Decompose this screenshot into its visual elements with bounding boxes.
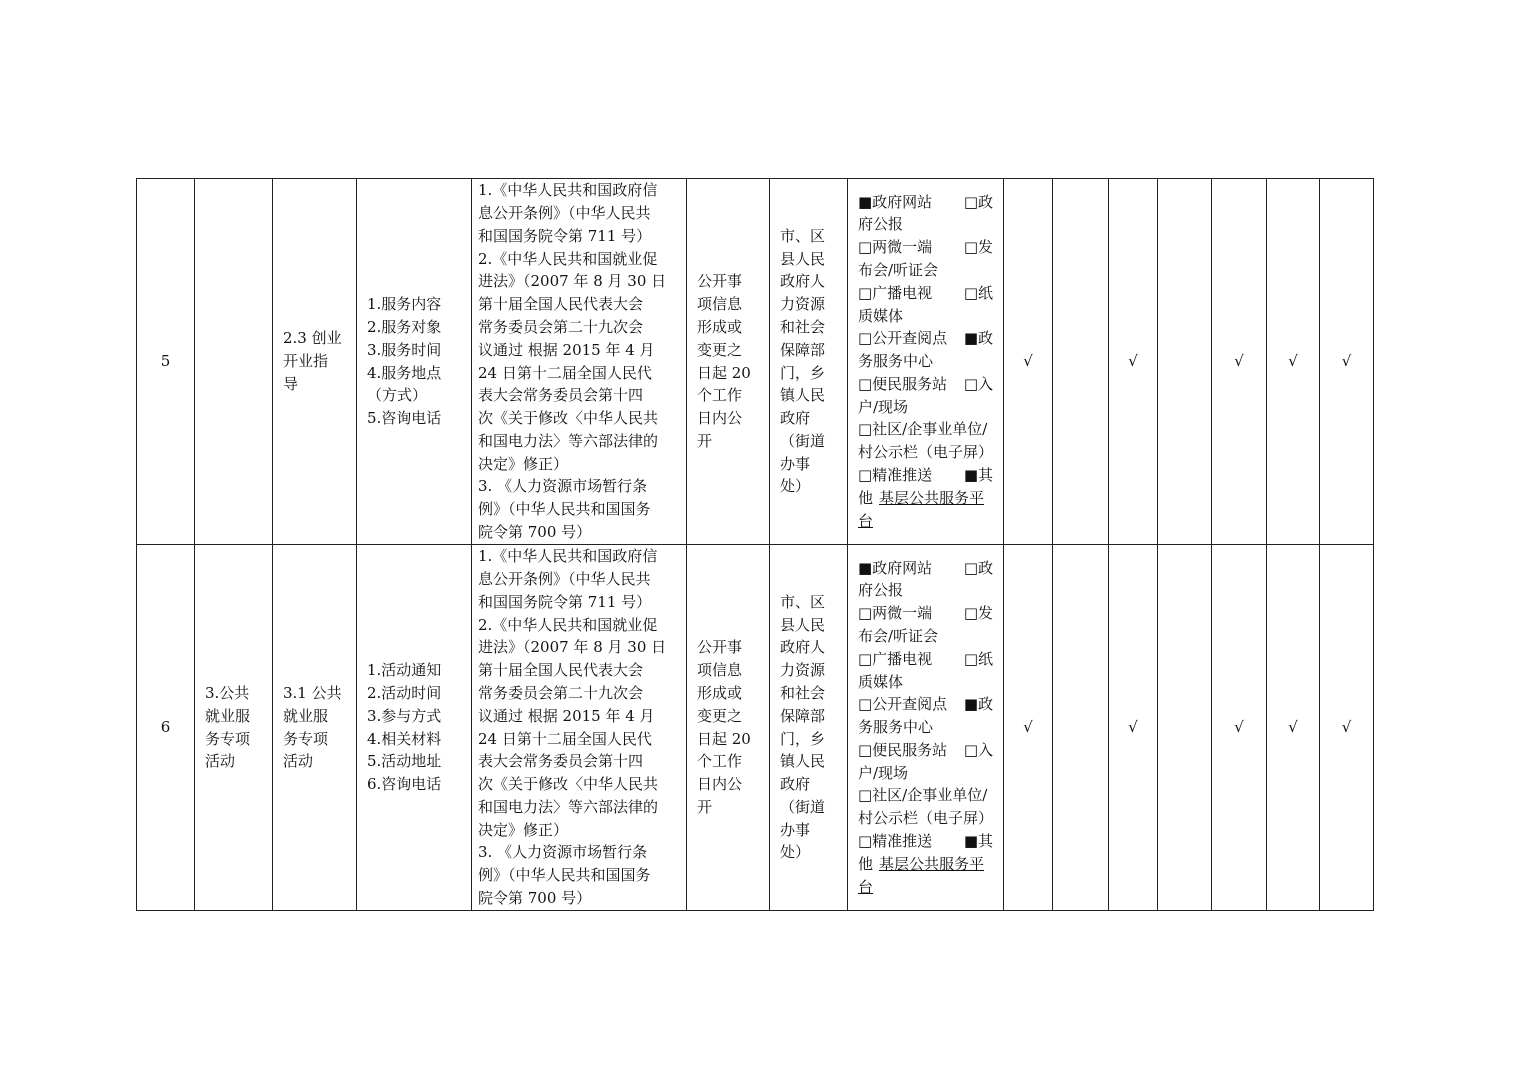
subject-cell-line: 保障部: [780, 706, 826, 725]
channel-option: □精准推送: [858, 466, 933, 485]
basis-cell: [472, 545, 687, 911]
content-cell-line: 1.服务内容: [367, 295, 442, 314]
subject-cell-line: （街道: [780, 797, 826, 816]
basis-cell-line: 2.《中华人民共和国就业促: [478, 615, 658, 634]
channel-line: [858, 648, 993, 671]
category-cell: [195, 545, 273, 911]
row-number: 5: [137, 179, 195, 545]
basis-cell-line: 议通过 根据 2015 年 4 月: [478, 706, 655, 725]
channel-option: □精准推送: [858, 832, 933, 851]
subject-cell-line: 政府: [780, 775, 811, 794]
category-cell-line: 3.公共: [205, 683, 250, 702]
basis-cell-line: 常务委员会第二十九次会: [478, 683, 644, 702]
channel-option: 布会/听证会: [858, 260, 939, 279]
table-row: [137, 545, 1374, 911]
basis-cell-line: 24 日第十二届全国人民代: [478, 363, 652, 382]
channel-option: □两微一端: [858, 238, 933, 257]
category-cell-line: 就业服: [205, 706, 251, 725]
subject-cell-line: 办事: [780, 820, 811, 839]
channel-option: 质媒体: [858, 672, 904, 691]
subcategory-cell: [273, 545, 357, 911]
subject-cell-line: 办事: [780, 454, 811, 473]
channel-option: 户/现场: [858, 397, 909, 416]
channel-option: 村公示栏（电子屏）: [858, 809, 994, 828]
channel-other-prefix: 他: [858, 854, 874, 873]
mark-cell: √: [1004, 545, 1053, 911]
subcategory-cell-line: 就业服: [283, 706, 329, 725]
mark-cell: √: [1212, 545, 1267, 911]
channel-line: [858, 213, 993, 236]
channel-option-alt: □政: [963, 558, 993, 577]
channel-line: [858, 830, 993, 853]
channel-line: [858, 716, 993, 739]
basis-cell-line: 议通过 根据 2015 年 4 月: [478, 340, 655, 359]
channel-other-value-cont: 台: [858, 877, 874, 896]
mark-cell: √: [1212, 179, 1267, 545]
channel-option-alt: ■其: [963, 466, 993, 485]
basis-cell-line: 次《关于修改〈中华人民共: [478, 409, 659, 428]
channel-option-alt: ■政: [963, 695, 993, 714]
subject-cell-line: 处）: [780, 843, 811, 862]
basis-cell-line: 表大会常务委员会第十四: [478, 386, 644, 405]
channel-option: 布会/听证会: [858, 626, 939, 645]
time-limit-cell-line: 开: [697, 431, 713, 450]
subject-cell-line: 镇人民: [780, 386, 826, 405]
subcategory-cell-line: 导: [283, 374, 299, 393]
channel-line: [858, 418, 993, 441]
channel-line: [858, 350, 993, 373]
subject-cell-line: （街道: [780, 431, 826, 450]
basis-cell-line: 表大会常务委员会第十四: [478, 752, 644, 771]
channel-other-value: 基层公共服务平: [879, 488, 985, 507]
basis-cell-line: 2.《中华人民共和国就业促: [478, 249, 658, 268]
time-limit-cell-line: 个工作: [697, 386, 743, 405]
subject-cell: [770, 545, 848, 911]
content-cell: [357, 545, 472, 911]
channel-other-line: [858, 876, 993, 899]
channel-line: [858, 784, 993, 807]
time-limit-cell-line: 项信息: [697, 295, 743, 314]
channel-other-line: [858, 853, 993, 876]
subject-cell-line: 处）: [780, 477, 811, 496]
disclosure-table: [136, 178, 1374, 911]
channel-option: ■政府网站: [858, 558, 933, 577]
basis-cell-line: 进法》（2007 年 8 月 30 日: [478, 272, 667, 291]
channel-option: □广播电视: [858, 283, 933, 302]
mark-cell: [1158, 545, 1212, 911]
channel-option: □社区/企事业单位/: [858, 420, 988, 439]
channel-line: [858, 739, 993, 762]
basis-cell-line: 1.《中华人民共和国政府信: [478, 547, 658, 566]
subject-cell-line: 力资源: [780, 661, 826, 680]
mark-cell: √: [1267, 545, 1320, 911]
subcategory-cell-line: 务专项: [283, 729, 329, 748]
time-limit-cell-line: 个工作: [697, 752, 743, 771]
channel-line: [858, 693, 993, 716]
category-cell: [195, 179, 273, 545]
basis-cell-line: 次《关于修改〈中华人民共: [478, 775, 659, 794]
channel-option-alt: □政: [963, 192, 993, 211]
channel-option-alt: □纸: [963, 283, 993, 302]
mark-cell: √: [1004, 179, 1053, 545]
channel-line: [858, 625, 993, 648]
content-cell-line: 5.活动地址: [367, 752, 442, 771]
time-limit-cell-line: 公开事: [697, 638, 743, 657]
time-limit-cell-line: 变更之: [697, 706, 743, 725]
basis-cell-line: 第十届全国人民代表大会: [478, 295, 644, 314]
channel-line: [858, 557, 993, 580]
channel-option-alt: □发: [963, 238, 993, 257]
channel-cell: [848, 545, 1004, 911]
table-row: [137, 179, 1374, 545]
basis-cell-line: 息公开条例》（中华人民共: [478, 203, 651, 222]
time-limit-cell-line: 形成或: [697, 317, 743, 336]
channel-option-alt: ■政: [963, 329, 993, 348]
channel-line: [858, 464, 993, 487]
time-limit-cell-line: 日起 20: [697, 729, 751, 748]
channel-option: □社区/企事业单位/: [858, 786, 988, 805]
mark-cell: [1053, 179, 1109, 545]
content-cell-line: 4.服务地点: [367, 363, 442, 382]
subject-cell-line: 和社会: [780, 317, 826, 336]
channel-option: □两微一端: [858, 604, 933, 623]
basis-cell-line: 决定》修正）: [478, 820, 569, 839]
basis-cell-line: 和国国务院令第 711 号）: [478, 226, 652, 245]
subject-cell-line: 县人民: [780, 615, 826, 634]
category-cell-line: 务专项: [205, 729, 251, 748]
channel-other-value: 基层公共服务平: [879, 854, 985, 873]
basis-cell-line: 例》（中华人民共和国国务: [478, 866, 651, 885]
basis-cell-line: 和国电力法〉等六部法律的: [478, 797, 659, 816]
subject-cell-line: 门，乡: [780, 729, 826, 748]
channel-option: □便民服务站: [858, 374, 948, 393]
mark-cell: √: [1320, 179, 1374, 545]
basis-cell-line: 决定》修正）: [478, 454, 569, 473]
time-limit-cell-line: 公开事: [697, 272, 743, 291]
channel-line: [858, 671, 993, 694]
channel-option: 户/现场: [858, 763, 909, 782]
channel-option-alt: □发: [963, 604, 993, 623]
basis-cell-line: 例》（中华人民共和国国务: [478, 500, 651, 519]
channel-option-alt: □入: [963, 374, 993, 393]
basis-cell-line: 院令第 700 号）: [478, 889, 592, 908]
channel-line: [858, 259, 993, 282]
channel-option: ■政府网站: [858, 192, 933, 211]
subject-cell-line: 市、区: [780, 592, 826, 611]
channel-line: [858, 807, 993, 830]
time-limit-cell: [687, 545, 770, 911]
category-cell-line: 活动: [205, 752, 236, 771]
content-cell: [357, 179, 472, 545]
time-limit-cell: [687, 179, 770, 545]
subcategory-cell: [273, 179, 357, 545]
channel-option: 务服务中心: [858, 352, 934, 371]
channel-other-value-cont: 台: [858, 511, 874, 530]
time-limit-cell-line: 变更之: [697, 340, 743, 359]
channel-other-line: [858, 510, 993, 533]
time-limit-cell-line: 开: [697, 797, 713, 816]
channel-option-alt: □入: [963, 740, 993, 759]
subject-cell: [770, 179, 848, 545]
content-cell-line: （方式）: [367, 386, 428, 405]
content-cell-line: 6.咨询电话: [367, 775, 442, 794]
time-limit-cell-line: 形成或: [697, 683, 743, 702]
subject-cell-line: 镇人民: [780, 752, 826, 771]
channel-line: [858, 762, 993, 785]
channel-option-alt: □纸: [963, 649, 993, 668]
subject-cell-line: 政府: [780, 409, 811, 428]
subject-cell-line: 政府人: [780, 638, 826, 657]
channel-option: □公开查阅点: [858, 329, 948, 348]
channel-option: □公开查阅点: [858, 695, 948, 714]
content-cell-line: 4.相关材料: [367, 729, 442, 748]
basis-cell: [472, 179, 687, 545]
channel-option: 质媒体: [858, 306, 904, 325]
subcategory-cell-line: 活动: [283, 752, 314, 771]
mark-cell: √: [1109, 179, 1158, 545]
subcategory-cell-line: 开业指: [283, 352, 329, 371]
content-cell-line: 1.活动通知: [367, 661, 442, 680]
channel-other-prefix: 他: [858, 488, 874, 507]
basis-cell-line: 院令第 700 号）: [478, 523, 592, 542]
basis-cell-line: 1.《中华人民共和国政府信: [478, 181, 658, 200]
subcategory-cell-line: 3.1 公共: [283, 683, 342, 702]
time-limit-cell-line: 日内公: [697, 409, 743, 428]
basis-cell-line: 3. 《人力资源市场暂行条: [478, 843, 648, 862]
channel-option: 务服务中心: [858, 718, 934, 737]
mark-cell: √: [1267, 179, 1320, 545]
basis-cell-line: 第十届全国人民代表大会: [478, 661, 644, 680]
content-cell-line: 3.服务时间: [367, 340, 442, 359]
channel-option: 府公报: [858, 581, 904, 600]
subcategory-cell-line: 2.3 创业: [283, 329, 342, 348]
subject-cell-line: 门，乡: [780, 363, 826, 382]
time-limit-cell-line: 日内公: [697, 775, 743, 794]
channel-line: [858, 441, 993, 464]
mark-cell: [1053, 545, 1109, 911]
mark-cell: [1158, 179, 1212, 545]
basis-cell-line: 和国国务院令第 711 号）: [478, 592, 652, 611]
subject-cell-line: 力资源: [780, 295, 826, 314]
content-cell-line: 3.参与方式: [367, 706, 442, 725]
content-cell-line: 5.咨询电话: [367, 409, 442, 428]
subject-cell-line: 和社会: [780, 683, 826, 702]
row-number: 6: [137, 545, 195, 911]
channel-line: [858, 327, 993, 350]
channel-line: [858, 373, 993, 396]
basis-cell-line: 常务委员会第二十九次会: [478, 317, 644, 336]
basis-cell-line: 3. 《人力资源市场暂行条: [478, 477, 648, 496]
basis-cell-line: 息公开条例》（中华人民共: [478, 569, 651, 588]
channel-line: [858, 602, 993, 625]
basis-cell-line: 进法》（2007 年 8 月 30 日: [478, 638, 667, 657]
channel-option: □广播电视: [858, 649, 933, 668]
mark-cell: √: [1109, 545, 1158, 911]
time-limit-cell-line: 项信息: [697, 661, 743, 680]
channel-option: 村公示栏（电子屏）: [858, 443, 994, 462]
channel-line: [858, 579, 993, 602]
content-cell-line: 2.活动时间: [367, 683, 442, 702]
basis-cell-line: 24 日第十二届全国人民代: [478, 729, 652, 748]
channel-line: [858, 282, 993, 305]
subject-cell-line: 市、区: [780, 226, 826, 245]
channel-line: [858, 191, 993, 214]
channel-option: □便民服务站: [858, 740, 948, 759]
basis-cell-line: 和国电力法〉等六部法律的: [478, 431, 659, 450]
channel-option: 府公报: [858, 215, 904, 234]
mark-cell: √: [1320, 545, 1374, 911]
channel-option-alt: ■其: [963, 832, 993, 851]
content-cell-line: 2.服务对象: [367, 317, 442, 336]
subject-cell-line: 保障部: [780, 340, 826, 359]
channel-other-line: [858, 487, 993, 510]
subject-cell-line: 县人民: [780, 249, 826, 268]
subject-cell-line: 政府人: [780, 272, 826, 291]
channel-line: [858, 236, 993, 259]
channel-line: [858, 305, 993, 328]
channel-line: [858, 396, 993, 419]
time-limit-cell-line: 日起 20: [697, 363, 751, 382]
channel-cell: [848, 179, 1004, 545]
